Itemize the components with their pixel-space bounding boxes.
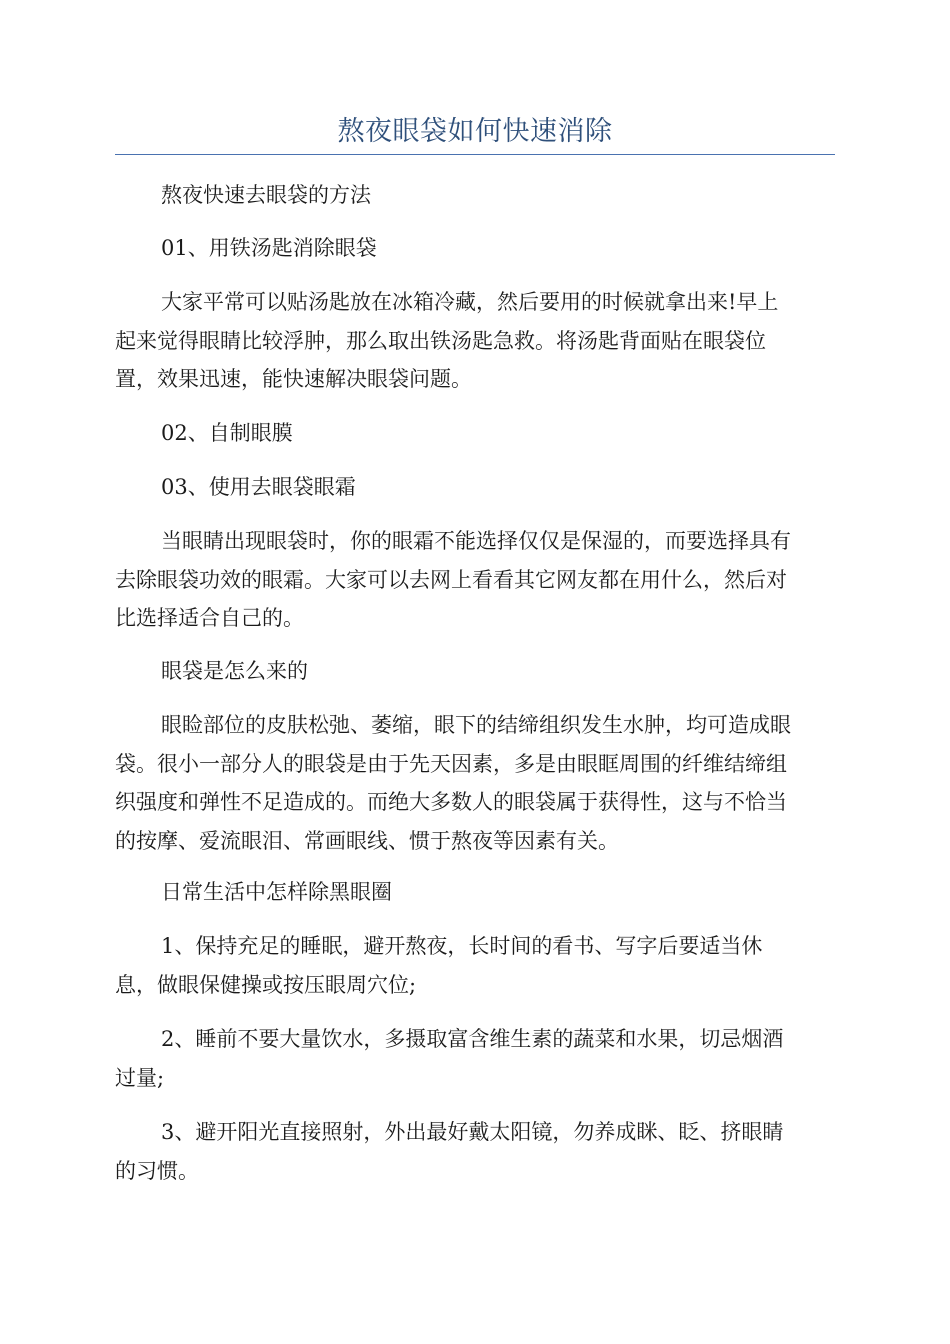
paragraph-line: 过量;: [115, 1065, 165, 1090]
paragraph: [115, 522, 835, 638]
paragraph: [115, 414, 835, 453]
paragraph-line: 当眼睛出现眼袋时，你的眼霜不能选择仅仅是保湿的，而要选择具有: [161, 529, 791, 553]
paragraph-line: 袋。很小一部分人的眼袋是由于先天因素，多是由眼眶周围的纤维结缔组: [115, 751, 787, 776]
paragraph: [115, 1020, 835, 1097]
paragraph: [115, 1113, 835, 1190]
title-underline: [115, 154, 835, 155]
paragraph-line: 大家平常可以贴汤匙放在冰箱冷藏，然后要用的时候就拿出来!早上: [161, 290, 779, 314]
paragraph: [115, 652, 835, 691]
paragraph-line: 去除眼袋功效的眼霜。大家可以去网上看看其它网友都在用什么，然后对: [115, 567, 787, 592]
paragraph: [115, 468, 835, 507]
paragraph-line: 的习惯。: [115, 1158, 199, 1183]
paragraph-line: 起来觉得眼睛比较浮肿，那么取出铁汤匙急救。将汤匙背面贴在眼袋位: [115, 328, 766, 353]
paragraph-line: 织强度和弹性不足造成的。而绝大多数人的眼袋属于获得性，这与不恰当: [115, 790, 787, 814]
paragraph: [115, 283, 835, 399]
paragraph-line: 眼睑部位的皮肤松弛、萎缩，眼下的结缔组织发生水肿，均可造成眼: [161, 713, 791, 737]
paragraph-line: 熬夜快速去眼袋的方法: [161, 183, 371, 207]
paragraph-line: 03、使用去眼袋眼霜: [161, 475, 356, 499]
paragraph-line: 02、自制眼膜: [161, 421, 293, 445]
paragraph-line: 息，做眼保健操或按压眼周穴位;: [115, 972, 417, 997]
paragraph: [115, 176, 835, 215]
paragraph-line: 的按摩、爱流眼泪、常画眼线、惯于熬夜等因素有关。: [115, 828, 619, 853]
paragraph-line: 眼袋是怎么来的: [161, 659, 308, 683]
paragraph: [115, 229, 835, 268]
paragraph-line: 置，效果迅速，能快速解决眼袋问题。: [115, 367, 472, 391]
paragraph-line: 1、保持充足的睡眠，避开熬夜，长时间的看书、写字后要适当休: [161, 934, 763, 958]
paragraph-line: 2、睡前不要大量饮水，多摄取富含维生素的蔬菜和水果，切忌烟酒: [161, 1027, 784, 1051]
paragraph: [115, 927, 835, 1004]
paragraph-line: 3、避开阳光直接照射，外出最好戴太阳镜，勿养成眯、眨、挤眼睛: [161, 1120, 784, 1144]
paragraph-line: 比选择适合自己的。: [115, 606, 304, 630]
paragraph: [115, 706, 835, 860]
paragraph-line: 01、用铁汤匙消除眼袋: [161, 236, 377, 260]
paragraph: [115, 873, 835, 912]
document-title: 熬夜眼袋如何快速消除: [337, 116, 613, 147]
paragraph-line: 日常生活中怎样除黑眼圈: [161, 880, 392, 904]
